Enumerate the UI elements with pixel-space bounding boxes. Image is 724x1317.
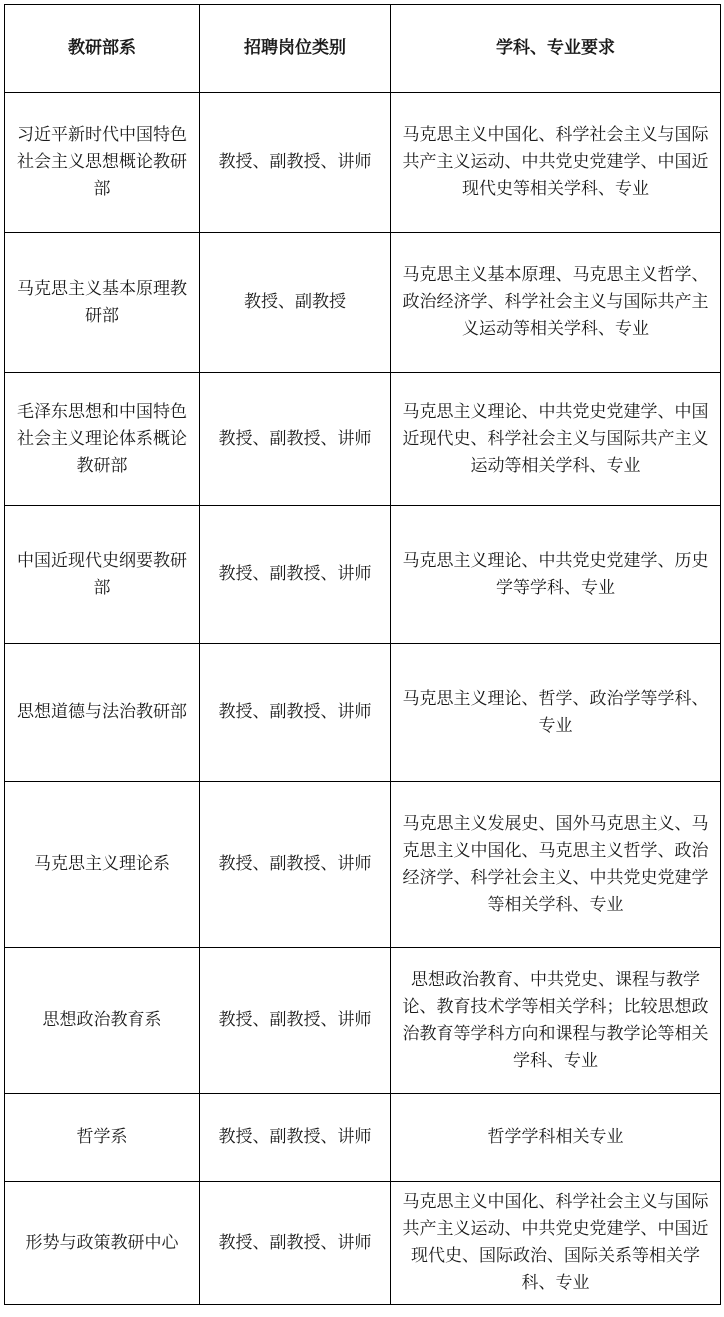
requirements-cell: 马克思主义理论、中共党史党建学、中国近现代史、科学社会主义与国际共产主义运动等相关学科、专业 bbox=[391, 373, 721, 506]
positions-cell: 教授、副教授、讲师 bbox=[200, 506, 391, 644]
requirements-cell: 马克思主义中国化、科学社会主义与国际共产主义运动、中共党史党建学、中国近现代史、国际政治、国际关系等相关学科、专业 bbox=[391, 1182, 721, 1305]
table-row bbox=[5, 233, 721, 373]
requirements-cell: 马克思主义中国化、科学社会主义与国际共产主义运动、中共党史党建学、中国近现代史等相关学科、专业 bbox=[391, 93, 721, 233]
requirements-cell: 马克思主义理论、哲学、政治学等学科、专业 bbox=[391, 644, 721, 782]
positions-cell: 教授、副教授、讲师 bbox=[200, 1094, 391, 1182]
department-cell: 马克思主义理论系 bbox=[5, 782, 200, 948]
department-cell: 中国近现代史纲要教研部 bbox=[5, 506, 200, 644]
recruitment-table bbox=[4, 4, 721, 1305]
requirements-cell: 哲学学科相关专业 bbox=[391, 1094, 721, 1182]
header-requirements: 学科、专业要求 bbox=[391, 5, 721, 93]
header-row bbox=[5, 5, 721, 93]
positions-cell: 教授、副教授、讲师 bbox=[200, 644, 391, 782]
requirements-cell: 思想政治教育、中共党史、课程与教学论、教育技术学等相关学科；比较思想政治教育等学科方向和课程与教学论等相关学科、专业 bbox=[391, 948, 721, 1094]
table-row bbox=[5, 1094, 721, 1182]
table-body bbox=[5, 93, 721, 1305]
positions-cell: 教授、副教授、讲师 bbox=[200, 948, 391, 1094]
positions-cell: 教授、副教授、讲师 bbox=[200, 373, 391, 506]
header-positions: 招聘岗位类别 bbox=[200, 5, 391, 93]
requirements-cell: 马克思主义发展史、国外马克思主义、马克思主义中国化、马克思主义哲学、政治经济学、科学社会主义、中共党史党建学等相关学科、专业 bbox=[391, 782, 721, 948]
department-cell: 哲学系 bbox=[5, 1094, 200, 1182]
department-cell: 思想政治教育系 bbox=[5, 948, 200, 1094]
header-department: 教研部系 bbox=[5, 5, 200, 93]
positions-cell: 教授、副教授、讲师 bbox=[200, 93, 391, 233]
table-row bbox=[5, 93, 721, 233]
department-cell: 毛泽东思想和中国特色社会主义理论体系概论教研部 bbox=[5, 373, 200, 506]
department-cell: 形势与政策教研中心 bbox=[5, 1182, 200, 1305]
table-row bbox=[5, 948, 721, 1094]
table-row bbox=[5, 506, 721, 644]
positions-cell: 教授、副教授、讲师 bbox=[200, 1182, 391, 1305]
table-row bbox=[5, 1182, 721, 1305]
table-header bbox=[5, 5, 721, 93]
requirements-cell: 马克思主义基本原理、马克思主义哲学、政治经济学、科学社会主义与国际共产主义运动等相关学科、专业 bbox=[391, 233, 721, 373]
table-row bbox=[5, 782, 721, 948]
department-cell: 马克思主义基本原理教研部 bbox=[5, 233, 200, 373]
requirements-cell: 马克思主义理论、中共党史党建学、历史学等学科、专业 bbox=[391, 506, 721, 644]
table-row bbox=[5, 644, 721, 782]
positions-cell: 教授、副教授、讲师 bbox=[200, 782, 391, 948]
department-cell: 习近平新时代中国特色社会主义思想概论教研部 bbox=[5, 93, 200, 233]
table-row bbox=[5, 373, 721, 506]
department-cell: 思想道德与法治教研部 bbox=[5, 644, 200, 782]
positions-cell: 教授、副教授 bbox=[200, 233, 391, 373]
